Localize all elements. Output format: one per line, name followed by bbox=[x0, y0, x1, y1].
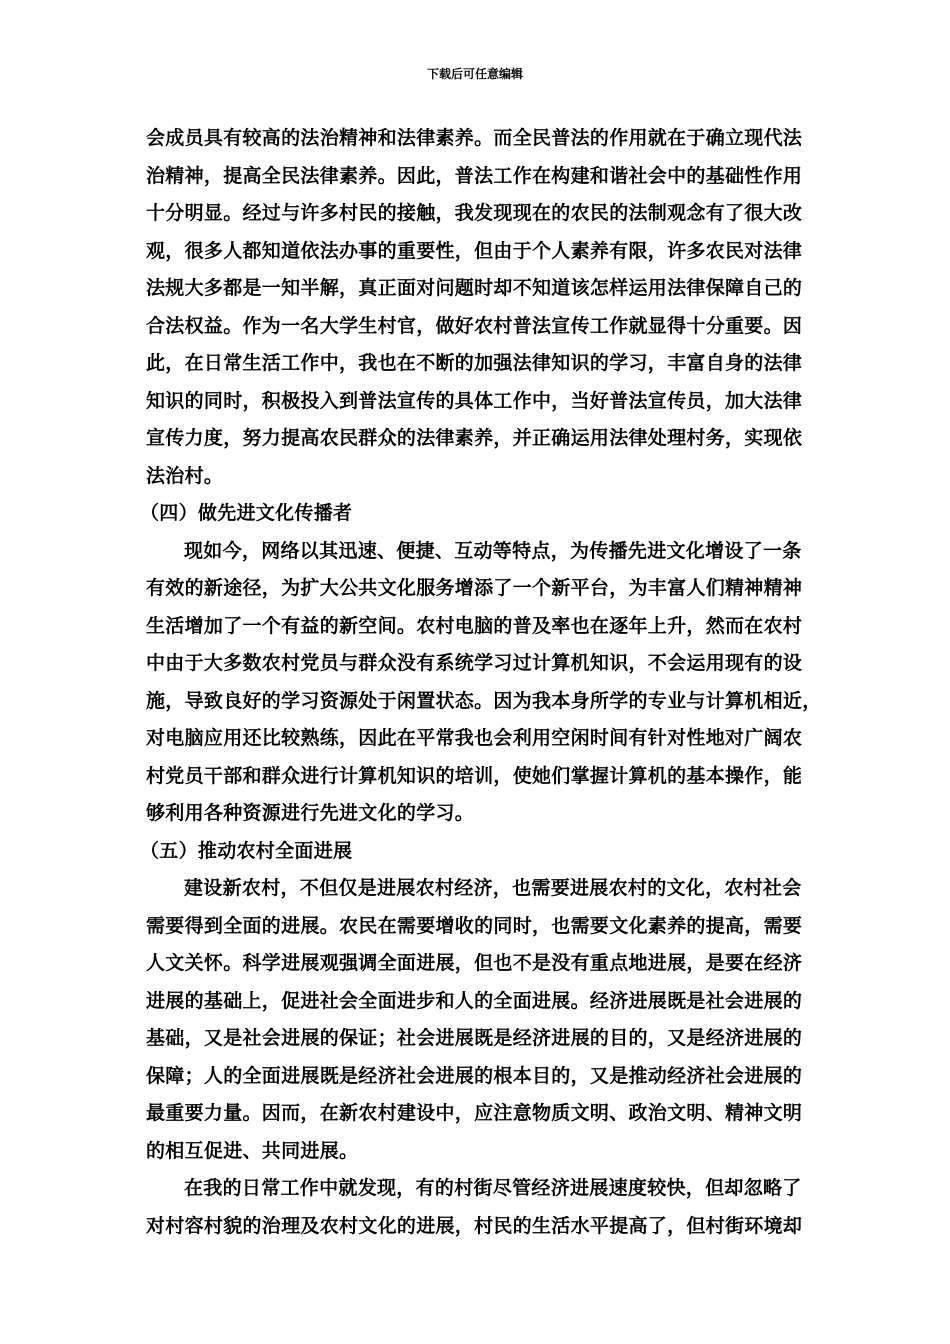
text-line: 进展的基础上，促进社会全面进步和人的全面进展。经济进展既是社会进展的 bbox=[146, 989, 803, 1012]
text-line: 的相互促进、共同进展。 bbox=[146, 1139, 359, 1162]
text-line: 十分明显。经过与许多村民的接触，我发现现在的农民的法制观念有了很大改 bbox=[146, 202, 803, 224]
text-line: 法治村。 bbox=[146, 464, 224, 487]
header-note: 下载后可任意编辑 bbox=[426, 67, 523, 81]
text-line: 法规大多都是一知半解，真正面对问题时却不知道该怎样运用法律保障自己的 bbox=[146, 277, 803, 299]
text-line: 宣传力度，努力提高农民群众的法律素养，并正确运用法律处理村务，实现依 bbox=[146, 427, 803, 449]
text-line: 观，很多人都知道依法办事的重要性，但由于个人素养有限，许多农民对法律 bbox=[146, 239, 803, 262]
section-heading: （五）推动农村全面进展 bbox=[140, 839, 353, 862]
text-line: 人文关怀。科学进展观强调全面进展，但也不是没有重点地进展，是要在经济 bbox=[146, 952, 803, 974]
text-line: 施，导致良好的学习资源处于闲置状态。因为我本身所学的专业与计算机相近， bbox=[146, 689, 822, 712]
text-line: 有效的新途径，为扩大公共文化服务增添了一个新平台，为丰富人们精神精神 bbox=[146, 577, 803, 599]
text-line: 需要得到全面的进展。农民在需要增收的同时，也需要文化素养的提高，需要 bbox=[146, 914, 803, 937]
text-line: 中由于大多数农村党员与群众没有系统学习过计算机知识，不会运用现有的设 bbox=[146, 652, 803, 674]
text-line: 基础，又是社会进展的保证；社会进展既是经济进展的目的，又是经济进展的 bbox=[146, 1027, 803, 1049]
text-line: 生活增加了一个有益的新空间。农村电脑的普及率也在逐年上升，然而在农村 bbox=[146, 614, 803, 637]
text-line: 保障；人的全面进展既是经济社会进展的根本目的，又是推动经济社会进展的 bbox=[146, 1064, 803, 1087]
text-line: 此，在日常生活工作中，我也在不断的加强法律知识的学习，丰富自身的法律 bbox=[146, 352, 803, 374]
text-line: 最重要力量。因而，在新农村建设中，应注意物质文明、政治文明、精神文明 bbox=[146, 1102, 803, 1124]
paragraph-first-line: 在我的日常工作中就发现，有的村街尽管经济进展速度较快，但却忽略了 bbox=[184, 1177, 802, 1199]
text-line: 够利用各种资源进行先进文化的学习。 bbox=[146, 802, 475, 824]
paragraph-first-line: 现如今，网络以其迅速、便捷、互动等特点，为传播先进文化增设了一条 bbox=[184, 539, 802, 562]
text-line: 对电脑应用还比较熟练，因此在平常我也会利用空闲时间有针对性地对广阔农 bbox=[146, 727, 803, 749]
text-line: 会成员具有较高的法治精神和法律素养。而全民普法的作用就在于确立现代法 bbox=[146, 127, 803, 149]
text-line: 治精神，提高全民法律素养。因此，普法工作在构建和谐社会中的基础性作用 bbox=[146, 164, 803, 187]
text-line: 合法权益。作为一名大学生村官，做好农村普法宣传工作就显得十分重要。因 bbox=[146, 314, 803, 337]
paragraph-first-line: 建设新农村，不但仅是进展农村经济，也需要进展农村的文化，农村社会 bbox=[184, 877, 802, 899]
section-heading: （四）做先进文化传播者 bbox=[140, 502, 353, 524]
text-line: 知识的同时，积极投入到普法宣传的具体工作中，当好普法宣传员，加大法律 bbox=[146, 389, 803, 412]
document-body bbox=[140, 120, 822, 1245]
text-line: 对村容村貌的治理及农村文化的进展，村民的生活水平提高了，但村街环境却 bbox=[146, 1214, 803, 1237]
text-line: 村党员干部和群众进行计算机知识的培训，使她们掌握计算机的基本操作，能 bbox=[146, 764, 803, 787]
